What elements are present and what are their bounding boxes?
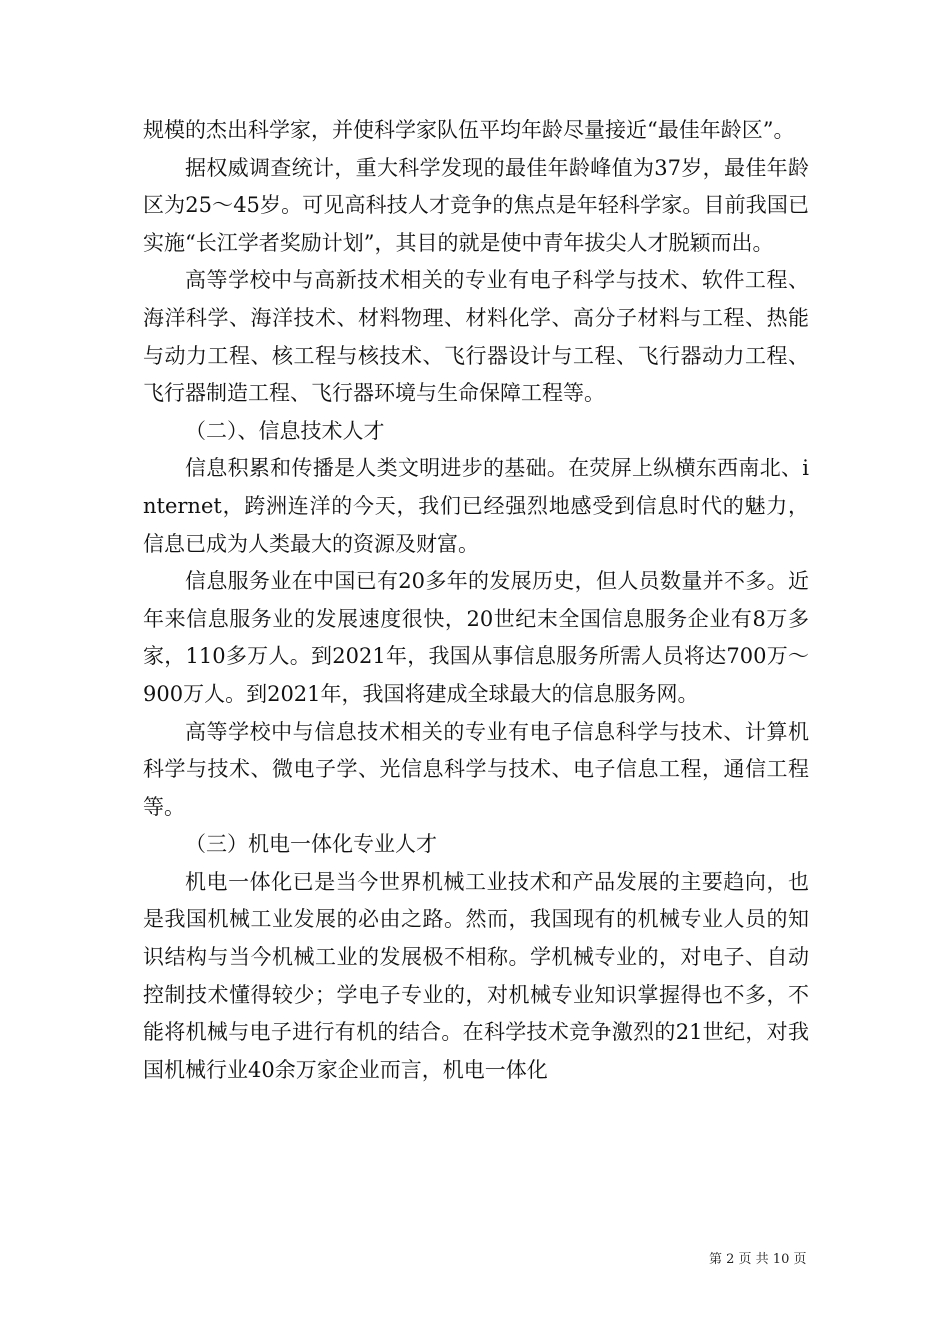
- page-number-footer: 第 2 页 共 10 页: [709, 1252, 807, 1267]
- paragraph-age-statistics: 据权威调查统计，重大科学发现的最佳年龄峰值为37岁，最佳年龄区为25～45岁。可见高科技人才竞争的焦点是年轻科学家。目前我国已实施“长江学者奖励计划”，其目的就是使中青年拔尖人才脱颖而出。: [143, 155, 809, 255]
- paragraph-information-intro: 信息积累和传播是人类文明进步的基础。在荧屏上纵横东西南北、internet，跨洲连洋的今天，我们已经强烈地感受到信息时代的魅力，信息已成为人类最大的资源及财富。: [143, 456, 809, 556]
- paragraph-information-services: 信息服务业在中国已有20多年的发展历史，但人员数量并不多。近年来信息服务业的发展速度很快，20世纪末全国信息服务企业有8万多家，110多万人。到2021年，我国从事信息服务所需人员将达700万～900万人。到2021年，我国将建成全球最大的信息服务网。: [143, 569, 809, 706]
- section-heading-it-talent: （二）、信息技术人才: [185, 418, 385, 443]
- section-heading-mechatronics: （三）机电一体化专业人才: [185, 832, 437, 857]
- paragraph-continuation: 规模的杰出科学家，并使科学家队伍平均年龄尽量接近“最佳年龄区”。: [143, 118, 795, 142]
- paragraph-hitech-majors: 高等学校中与高新技术相关的专业有电子科学与技术、软件工程、海洋科学、海洋技术、材料物理、材料化学、高分子材料与工程、热能与动力工程、核工程与核技术、飞行器设计与工程、飞行器动力工程、飞行器制造工程、飞行器环境与生命保障工程等。: [143, 268, 809, 406]
- paragraph-mechatronics: 机电一体化已是当今世界机械工业技术和产品发展的主要趋向，也是我国机械工业发展的必由之路。然而，我国现有的机械专业人员的知识结构与当今机械工业的发展极不相称。学机械专业的，对电子、自动控制技术懂得较少；学电子专业的，对机械专业知识掌握得也不多，不能将机械与电子进行有机的结合。在科学技术竞争激烈的21世纪，对我国机械行业40余万家企业而言，机电一体化: [143, 869, 809, 1082]
- paragraph-it-majors: 高等学校中与信息技术相关的专业有电子信息科学与技术、计算机科学与技术、微电子学、光信息科学与技术、电子信息工程，通信工程等。: [143, 719, 809, 819]
- document-body: [143, 112, 809, 1089]
